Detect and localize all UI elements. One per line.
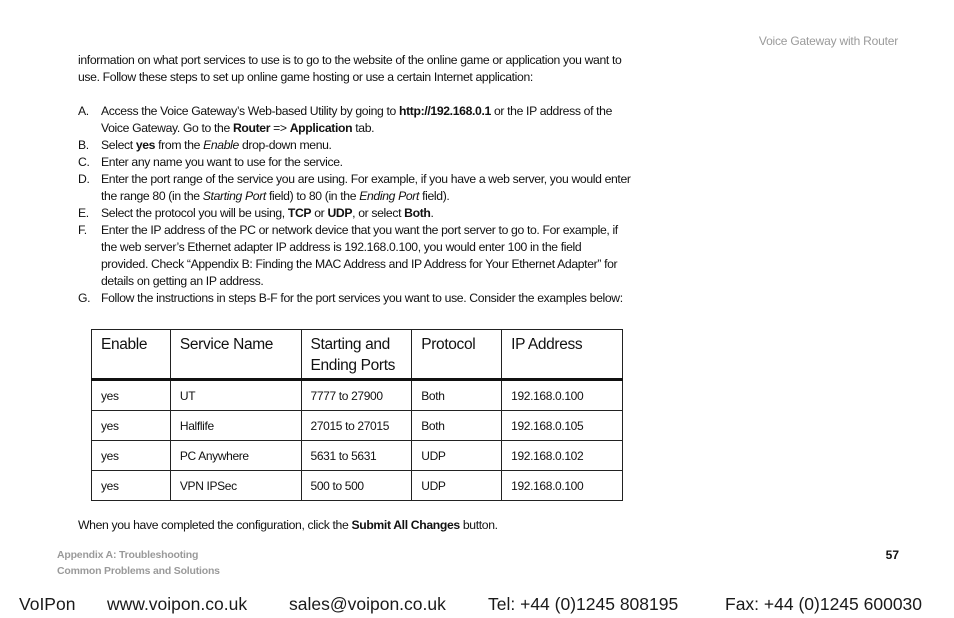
step-b bbox=[78, 137, 678, 154]
table-cell: VPN IPSec bbox=[170, 471, 301, 501]
table-header-row bbox=[92, 330, 623, 380]
step-text: Enter the port range of the service you are using. For example, if you have a web server, you would enter bbox=[101, 172, 631, 186]
fax-number: Fax: +44 (0)1245 600030 bbox=[725, 594, 923, 614]
table-cell: 192.168.0.100 bbox=[502, 380, 623, 411]
step-text: from the bbox=[155, 138, 204, 152]
step-text: or the IP address of the bbox=[490, 104, 613, 118]
column-header: Service Name bbox=[170, 330, 301, 380]
table-cell: PC Anywhere bbox=[170, 441, 301, 471]
table-cell: 5631 to 5631 bbox=[301, 441, 412, 471]
table-row bbox=[92, 380, 623, 411]
step-text: tab. bbox=[352, 121, 375, 135]
closing-paragraph bbox=[78, 518, 498, 532]
step-text: Select bbox=[101, 138, 136, 152]
footer-section bbox=[57, 547, 220, 579]
intro-paragraph bbox=[78, 52, 678, 86]
column-header-line: Starting and bbox=[310, 336, 390, 353]
step-text: or bbox=[311, 206, 328, 220]
table-cell: 192.168.0.105 bbox=[502, 411, 623, 441]
step-a bbox=[78, 103, 678, 137]
step-letter: C. bbox=[78, 155, 90, 169]
step-text: field) to 80 (in the bbox=[265, 189, 360, 203]
table-cell: UDP bbox=[412, 441, 502, 471]
ui-term: Router bbox=[232, 121, 271, 135]
step-text: Select the protocol you will be using, bbox=[101, 206, 288, 220]
step-text: Voice Gateway. Go to the bbox=[101, 121, 233, 135]
ui-term: Enable bbox=[203, 138, 239, 152]
table-cell: Both bbox=[412, 380, 502, 411]
ui-term: UDP bbox=[327, 206, 353, 220]
column-header: IP Address bbox=[502, 330, 623, 380]
column-header bbox=[301, 330, 412, 380]
step-f bbox=[78, 222, 678, 290]
table-row bbox=[92, 411, 623, 441]
step-c bbox=[78, 154, 678, 171]
ui-term: Submit All Changes bbox=[351, 518, 460, 532]
port-services-table bbox=[91, 329, 623, 501]
step-letter: B. bbox=[78, 138, 89, 152]
step-d bbox=[78, 171, 678, 205]
step-text: , or select bbox=[352, 206, 405, 220]
ui-term: Starting Port bbox=[202, 189, 266, 203]
email-link[interactable]: sales@voipon.co.uk bbox=[289, 594, 446, 614]
closing-text: When you have completed the configuration, click the bbox=[78, 518, 352, 532]
step-text: Enter any name you want to use for the service. bbox=[101, 155, 343, 169]
ui-term: Ending Port bbox=[359, 189, 420, 203]
ui-term: TCP bbox=[287, 206, 312, 220]
closing-text: button. bbox=[459, 518, 498, 532]
table-cell: UT bbox=[170, 380, 301, 411]
footer-subsection-title: Common Problems and Solutions bbox=[57, 565, 220, 577]
step-letter: D. bbox=[78, 172, 90, 186]
steps-list bbox=[78, 103, 678, 307]
step-text: the range 80 (in the bbox=[101, 189, 203, 203]
table-cell: yes bbox=[92, 441, 171, 471]
table-cell: Halflife bbox=[170, 411, 301, 441]
step-text: drop-down menu. bbox=[238, 138, 332, 152]
step-text: Follow the instructions in steps B-F for the port services you want to use. Consider the examples below: bbox=[101, 291, 623, 305]
telephone-number: Tel: +44 (0)1245 808195 bbox=[488, 594, 679, 614]
intro-line: use. Follow these steps to set up online game hosting or use a certain Internet application: bbox=[78, 70, 533, 84]
step-letter: A. bbox=[78, 104, 89, 118]
table-cell: 7777 to 27900 bbox=[301, 380, 412, 411]
table-row bbox=[92, 471, 623, 501]
step-letter: E. bbox=[78, 206, 89, 220]
table-cell: 192.168.0.100 bbox=[502, 471, 623, 501]
document-header: Voice Gateway with Router bbox=[758, 34, 898, 48]
table-cell: 27015 to 27015 bbox=[301, 411, 412, 441]
step-text: Access the Voice Gateway’s Web-based Utility by going to bbox=[101, 104, 399, 118]
website-link[interactable]: www.voipon.co.uk bbox=[107, 594, 248, 614]
column-header-line: Ending Ports bbox=[310, 357, 396, 374]
page-number: 57 bbox=[885, 548, 899, 562]
table-cell: yes bbox=[92, 471, 171, 501]
step-letter: G. bbox=[78, 291, 91, 305]
table-cell: Both bbox=[412, 411, 502, 441]
footer-section-title: Appendix A: Troubleshooting bbox=[57, 549, 199, 561]
table-cell: UDP bbox=[412, 471, 502, 501]
ui-term: yes bbox=[135, 138, 156, 152]
table-cell: 500 to 500 bbox=[301, 471, 412, 501]
brand-name: VoIPon bbox=[19, 594, 76, 614]
intro-line: information on what port services to use is to go to the website of the online game or application you want to bbox=[78, 53, 622, 67]
column-header: Enable bbox=[92, 330, 171, 380]
table-cell: 192.168.0.102 bbox=[502, 441, 623, 471]
step-text: provided. Check “Appendix B: Finding the MAC Address and IP Address for Your Ethernet Adapter” for bbox=[101, 257, 618, 271]
step-text: => bbox=[270, 121, 290, 135]
step-e bbox=[78, 205, 678, 222]
url-text: http://192.168.0.1 bbox=[399, 104, 491, 118]
ui-term: Application bbox=[289, 121, 353, 135]
step-text: . bbox=[430, 206, 434, 220]
step-text: details on getting an IP address. bbox=[101, 274, 264, 288]
column-header: Protocol bbox=[412, 330, 502, 380]
step-text: field). bbox=[419, 189, 450, 203]
table-row bbox=[92, 441, 623, 471]
step-text: the web server’s Ethernet adapter IP address is 192.168.0.100, you would enter 100 in the field bbox=[101, 240, 582, 254]
step-letter: F. bbox=[78, 223, 87, 237]
table-cell: yes bbox=[92, 411, 171, 441]
step-text: Enter the IP address of the PC or network device that you want the port server to go to. For example, if bbox=[101, 223, 618, 237]
step-g bbox=[78, 290, 678, 307]
table-cell: yes bbox=[92, 380, 171, 411]
ui-term: Both bbox=[404, 206, 431, 220]
